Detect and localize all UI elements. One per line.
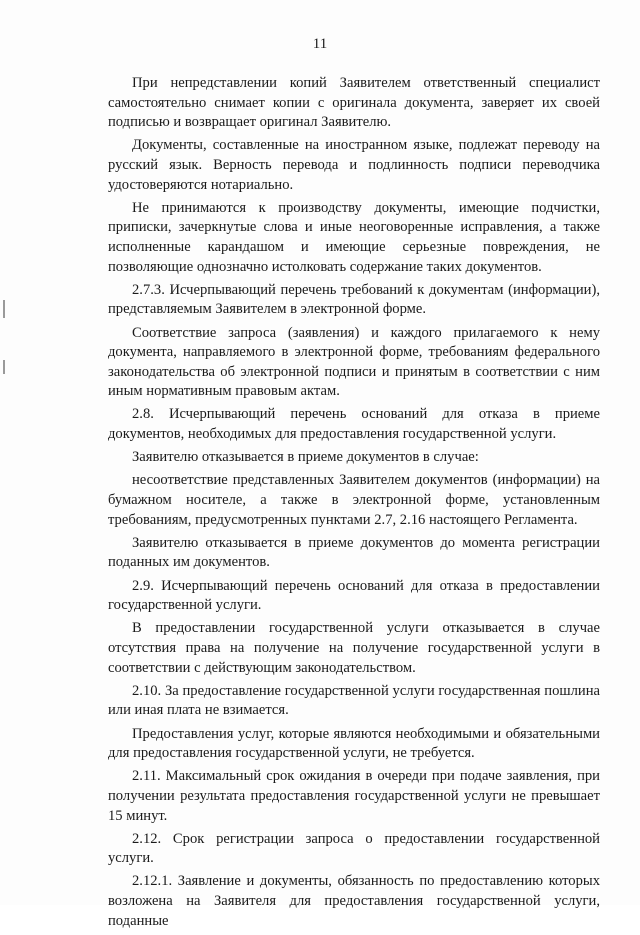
paragraph: 2.10. За предоставление государственной услуги государственная пошлина или иная плата не взимается. — [108, 682, 600, 719]
paragraph: В предоставлении государственной услуги отказывается в случае отсутствия права на получение на получение государственной услуги в соответствии с действующим законодательством. — [108, 620, 600, 676]
paragraph: Предоставления услуг, которые являются необходимыми и обязательными для предоставления государственной услуги, не требуется. — [108, 725, 600, 762]
paragraph: 2.7.3. Исчерпывающий перечень требований к документам (информации), представляемым Заявителем в электронной форме. — [108, 281, 600, 318]
paragraph: 2.12. Срок регистрации запроса о предоставлении государственной услуги. — [108, 830, 600, 867]
paragraph: При непредставлении копий Заявителем ответственный специалист самостоятельно снимает копии с оригинала документа, заверяет их своей подписью и возвращает оригинал Заявителю. — [108, 75, 600, 131]
scan-edge-mark — [3, 360, 5, 374]
scan-edge-mark — [3, 300, 5, 318]
paragraph: 2.11. Максимальный срок ожидания в очереди при подаче заявления, при получении результата предоставления государственной услуги не превышает 15 минут. — [108, 768, 600, 824]
page-number: 11 — [312, 36, 328, 52]
paragraph: несоответствие представленных Заявителем документов (информации) на бумажном носителе, а также в электронной форме, установленным требованиям, предусмотренных пунктами 2.7, 2.16 настоящего Регламента. — [108, 472, 600, 528]
paragraph: 2.9. Исчерпывающий перечень оснований для отказа в предоставлении государственной услуги. — [108, 577, 600, 614]
paragraph: Не принимаются к производству документы, имеющие подчистки, приписки, зачеркнутые слова и иные неоговоренные исправления, а также исполненные карандашом и имеющие серьезные повреждения, не позволяющие однозначно истолковать содержание таких документов. — [108, 199, 600, 275]
paragraph: Документы, составленные на иностранном языке, подлежат переводу на русский язык. Верность перевода и подлинность подписи переводчика удостоверяются нотариально. — [108, 137, 600, 193]
paragraph: Соответствие запроса (заявления) и каждого прилагаемого к нему документа, направляемого в электронной форме, требованиям федерального законодательства об электронной подписи и принятым в соответствии с ним иным нормативным правовым актам. — [108, 324, 600, 400]
paragraph: 2.8. Исчерпывающий перечень оснований для отказа в приеме документов, необходимых для предоставления государственной услуги. — [108, 406, 600, 443]
paragraph: Заявителю отказывается в приеме документов в случае: — [132, 449, 479, 466]
document-body — [108, 74, 600, 935]
paragraph: Заявителю отказывается в приеме документов до момента регистрации поданных им документов. — [108, 534, 600, 571]
paragraph: 2.12.1. Заявление и документы, обязанность по предоставлению которых возложена на Заявителя для предоставления государственной услуги, поданные — [108, 873, 600, 929]
